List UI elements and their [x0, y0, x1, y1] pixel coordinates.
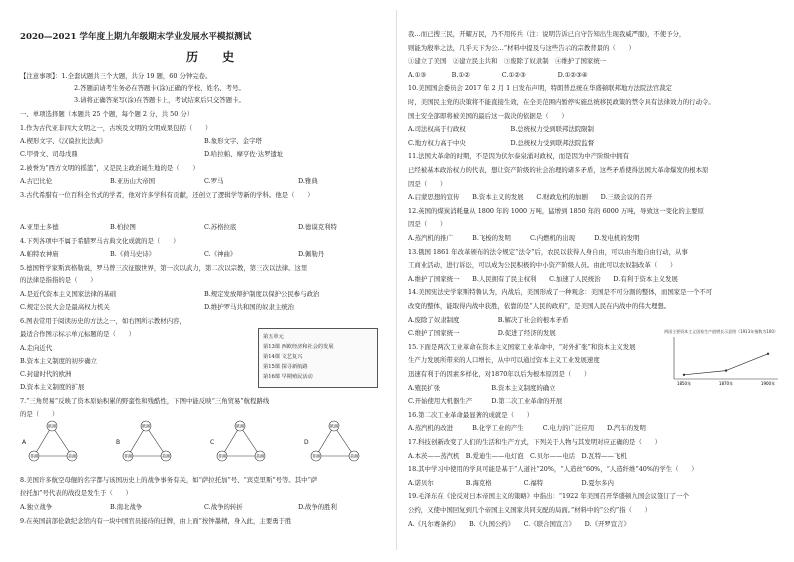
text-line: 我…而已搜三民，开耀万民，乃不用传兵（注：说明告诉已自守告知出生现我威严服)，不使予分，: [408, 30, 686, 38]
text-line: A.废除了奴隶制度 B.解决了社会的根本矛盾: [408, 315, 569, 324]
unit-head: 第五单元: [263, 334, 284, 340]
text-line: 14.美国宪法史学家斯特鲁认为，内战后，美国形成了一种观念：美国是不可分割的整体，而国家是一个不可: [408, 288, 713, 297]
option: D.哈拉帕、摩亨佐·达罗遗址: [204, 150, 284, 158]
option: D.雅典: [298, 177, 318, 185]
region-node-label: 美洲: [68, 453, 76, 459]
region-node-label: 非洲: [30, 453, 38, 459]
chart-series-segment: [726, 354, 768, 371]
option: A.帕特农神庙: [20, 250, 59, 258]
question-stem-cont: 最适合作图示标示单元标题的是（ ）: [20, 330, 136, 338]
text-line: C.地方权力高于中央 D.总统权力受到联邦法院监督: [408, 138, 595, 147]
chart-x-tick-label: 1870年: [718, 381, 734, 386]
option: A.独立战争: [20, 503, 53, 511]
chart-point: [683, 374, 685, 376]
note-line: 3.请将正确答案写(涂)在答题卡上，考试结束后只交答题卡。: [74, 96, 245, 104]
question-stem: 8.美国许多航空母舰的名字都与该国历史上的战争事务有关，如“萨拉托加”号、“宾克里斯”号等。其中“萨: [20, 476, 318, 484]
question-stem: 5.德国哲学家斯宾格勒说，罗马曾三次征服世界，第一次以武力，第二次以宗教，第三次以法律。这里: [20, 264, 308, 272]
text-line: C.维护了国家统一 D.促进了经济的发展: [408, 329, 556, 338]
option: C.《神曲》: [204, 250, 237, 258]
option: A.是近代资本主义国家法律的基础: [20, 290, 117, 298]
chart-x-tick-label: 1900年: [760, 381, 776, 386]
option: B.象形文字、金字塔: [204, 137, 262, 145]
option: D.战争的胜利: [298, 503, 337, 511]
option: D.资本主义制度的扩展: [20, 383, 85, 391]
note-line: 2.答题前请考生务必在答题卡(涂)正确的学校、姓名、考号。: [74, 84, 245, 92]
region-node-label: 欧洲: [330, 423, 338, 429]
text-line: 生产力发展所带来的人口增长，从中可以通过资本主义工业发展速度: [408, 356, 600, 365]
trade-route-arrow: [334, 426, 354, 456]
text-line: C.开始使用大机器生产 D.第二次工业革命的开展: [408, 397, 563, 406]
region-node-label: 美洲: [256, 453, 264, 459]
option: C.规定公民大会是最高权力机关: [20, 303, 110, 311]
text-line: 19.毛泽东在《论反对日本帝国主义的策略》中指出：“1922 年美国召开华盛顿九国会议签订了一个: [408, 492, 689, 501]
chart-series-segment: [684, 371, 726, 375]
text-line: 10.美国国会委员会 2017 年 2 月 1 日发布声明，特朗普总统在华盛顿联邦地方法院法官裁定: [408, 84, 673, 93]
question-stem-cont: 的法律是指指的是（ ）: [20, 276, 97, 284]
region-node-label: 欧洲: [142, 423, 150, 429]
option: C.封建时代的欧洲: [20, 370, 72, 378]
option: C.罗马: [204, 177, 224, 185]
region-node-label: 欧洲: [236, 423, 244, 429]
option: B.亚历山大帝国: [110, 177, 156, 185]
text-line: 11.法国大革命的时期，不是因为伏尔泰泉涌对政权，而是因为中产阶级中拥有: [408, 152, 630, 161]
text-line: 时，美国民主党的决策将不能直接生效，在全美范围内暂停实施总统移民政策的禁令具有法律效力的行动令。: [408, 98, 715, 106]
option: B.规定发放辩护制度以保护公民参与政治: [204, 290, 320, 298]
text-line: 13.俄国 1861 年改革颁布的法令规定“法令”后，农民以获得人身自由，可以由当地自由行动，从事: [408, 247, 688, 256]
text-line: 16.第二次工业革命最显著的成就是（ ）: [408, 410, 534, 419]
text-line: 18.其中学习中使用的学具可能是基于“人道社”20%，“人造丝”60%，“人造纤维”40%的学生（ ）: [408, 465, 698, 474]
text-line: A.蒸汽机的改进 B.化学工业的产生 C.电力的广泛应用 D.汽车的发明: [408, 424, 646, 433]
text-line: A.维护了国家统一 B.人民拥有了民主权利 C.加速了人民统治 D.有利于资本主义发展: [408, 274, 678, 283]
region-node-label: 非洲: [218, 453, 226, 459]
option: B.南北战争: [110, 503, 143, 511]
option: D.德谟克利特: [298, 223, 337, 231]
trade-route-arrow: [52, 426, 72, 456]
diagram-option-label: C: [210, 439, 215, 446]
region-node-label: 非洲: [312, 453, 320, 459]
text-line: 公约，又使中国回复到几个帝国主义国家共同支配的局面。”材料中的“公约”指（ ）: [408, 506, 652, 514]
text-line: A.诺贝尔 B.海克格 C.福特 D.夏尔多内: [408, 478, 614, 487]
question-stem: 4.下列各项中不属于希腊罗马古典文化成就的是（ ）: [20, 237, 180, 245]
question-stem: 6.图表常用于阅读历史的方法之一，如右图所示教材内容，: [20, 317, 186, 325]
region-node-label: 美洲: [350, 453, 358, 459]
unit-item: 第13课 西欧经济和社会的发展: [263, 344, 334, 350]
unit-item: 第14课 文艺复兴: [263, 354, 303, 360]
text-line: 则能为殷举之法，几乎天下为公…”材料中提及与这些告示的宗教背景的（ ）: [408, 43, 635, 52]
text-line: 改变的整体，能取得内战中获胜，依靠的是“人民的政府”，是美国人民在内战中的伟大理想。: [408, 302, 671, 310]
text-line: 已经被基本政治权力的代表，想让资产阶级的社会治理的诸多矛盾，这些矛盾使得法国大革命爆发的根本原: [408, 166, 709, 174]
text-line: A.殖民扩张 B.资本主义制度的确立: [408, 383, 556, 392]
right-column: [404, 0, 782, 562]
unit-item: 第16课 早期殖民活动: [263, 374, 313, 380]
question-stem: 1.作为古代亚非四大文明之一，古埃及文明的文明成果包括（ ）: [20, 124, 212, 132]
option: A.古巴比伦: [20, 177, 53, 185]
question-stem: 3.古代希腊有一位百科全书式的学者，他对许多学科有贡献，还创立了逻辑学等新的学科。他是（ ）: [20, 191, 314, 199]
option: D.维护罗马共和国的奴隶主统治: [204, 303, 295, 311]
text-line: A.启蒙思想的宣传 B.资本主义的发展 C.财政危机的加剧 D.三级会议的召开: [408, 193, 653, 202]
text-line: 国土安全部即将被美国的最后这一裁决的依据是（ ）: [408, 111, 568, 120]
section-heading: 一、单项选择题（本题共 25 个题，每个题 2 分，共 50 分）: [20, 110, 194, 118]
diagram-option-label: A: [22, 439, 27, 446]
text-line: 因是（ ）: [408, 179, 447, 188]
option: C.苏格拉底: [204, 223, 237, 231]
triangle-trade-diagrams: [14, 418, 392, 466]
option: A.走向近代: [20, 344, 53, 352]
chart-title: 两国主要资本主义国家生产值增长示意图（1913年指数为100）: [664, 329, 778, 334]
text-line: 因是（ ）: [408, 220, 447, 229]
option: B.资本主义制度的初步确立: [20, 357, 98, 365]
option: B.《荷马史诗》: [110, 250, 156, 258]
subject-title: 历 史: [186, 50, 245, 64]
left-column: [14, 0, 392, 562]
text-line: A.《凡尔赛条约》 B.《九国公约》 C.《联合国宣言》 D.《开罗宣言》: [408, 519, 630, 528]
chart-point: [767, 353, 769, 355]
text-line: A.①③ B.①② C.①②③ D.①②③④: [408, 70, 588, 79]
note-line: 【注意事项】：1.全套试题共三个大题，共分 19 题，60 分钟完卷。: [20, 72, 212, 80]
diagram-option-label: D: [304, 439, 309, 446]
text-line: A.蒸汽机的推广 B.飞梭的发明 C.内燃机的出现 D.发电机的发明: [408, 234, 640, 242]
option: A.亚里士多德: [20, 223, 59, 231]
chart-point: [725, 369, 727, 371]
option: D.佩勒丹: [298, 250, 325, 258]
text-line: 12.英国的煤炭消耗量从 1800 年的 1000 万吨，猛增到 1850 年的 6000 万吨，导致这一变化的主要原: [408, 206, 704, 215]
option: C.战争的转折: [204, 503, 243, 511]
option: B.柏拉图: [110, 223, 136, 231]
question-stem: 9.在英国前部伦敦纪念馆内有一块中国官员接待的迁牌，由上面“按钟墨精，身入此，主要勇于胜: [20, 517, 292, 525]
exam-title: 2020—2021 学年度上期九年级期末学业发展水平模拟测试: [20, 32, 252, 42]
column-divider: [396, 10, 397, 550]
text-line: 迅速有利于的因素多样化，对1870年以后为根本原因是（ ）: [408, 370, 591, 378]
question-stem: 7.“三角贸易”反映了资本原始积累的野蛮性和残酷性，下图中能反映“三角贸易”航程路线: [20, 397, 270, 405]
option: A.楔形文字、《汉谟拉比法典》: [20, 137, 107, 145]
text-line: 15.下面是两次工业革命在资本主义国家工业革命中，“对外扩张”和资本主义发展: [408, 342, 636, 351]
trade-route-arrow: [240, 426, 260, 456]
option: C.甲骨文、司母戊鼎: [20, 150, 78, 158]
question-stem-cont: 拉托加”号代表的战役是发生于（ ）: [20, 489, 132, 497]
diagram-option-label: B: [116, 439, 121, 446]
region-node-label: 欧洲: [48, 423, 56, 429]
chart-x-tick-label: 1850年: [676, 381, 692, 386]
question-stem-cont: 的是（ ）: [20, 410, 59, 418]
text-line: A.本茨——蒸汽机 B.爱迪生——电灯泡 C.贝尔——电话 D.瓦特——飞机: [408, 451, 627, 460]
trade-route-arrow: [146, 426, 166, 456]
region-node-label: 美洲: [162, 453, 170, 459]
region-node-label: 非洲: [124, 453, 132, 459]
unit-textbook-image: [258, 328, 378, 388]
question-stem: 2.被誉为“西方文明的摇篮”，又是民主政治诞生地的是（ ）: [20, 164, 199, 172]
text-line: 17.科技创新改变了人们的生活和生产方式，下列关于人物与其发明对应正确的是（ ）: [408, 438, 662, 446]
text-line: 工商业活动，进行诉讼，可以成为公民积极的中小资产阶级人员。由此可以农奴制改革（ ）: [408, 261, 677, 270]
unit-item: 第15课 探寻新航路: [263, 364, 308, 370]
text-line: ①建立了美国 ②建立民主共和 ③废除了奴隶制 ④维护了国家统一: [408, 57, 607, 66]
text-line: A.司法权高于行政权 B.总统权力受到联邦法院限制: [408, 125, 594, 134]
industrial-growth-chart: [660, 327, 782, 389]
